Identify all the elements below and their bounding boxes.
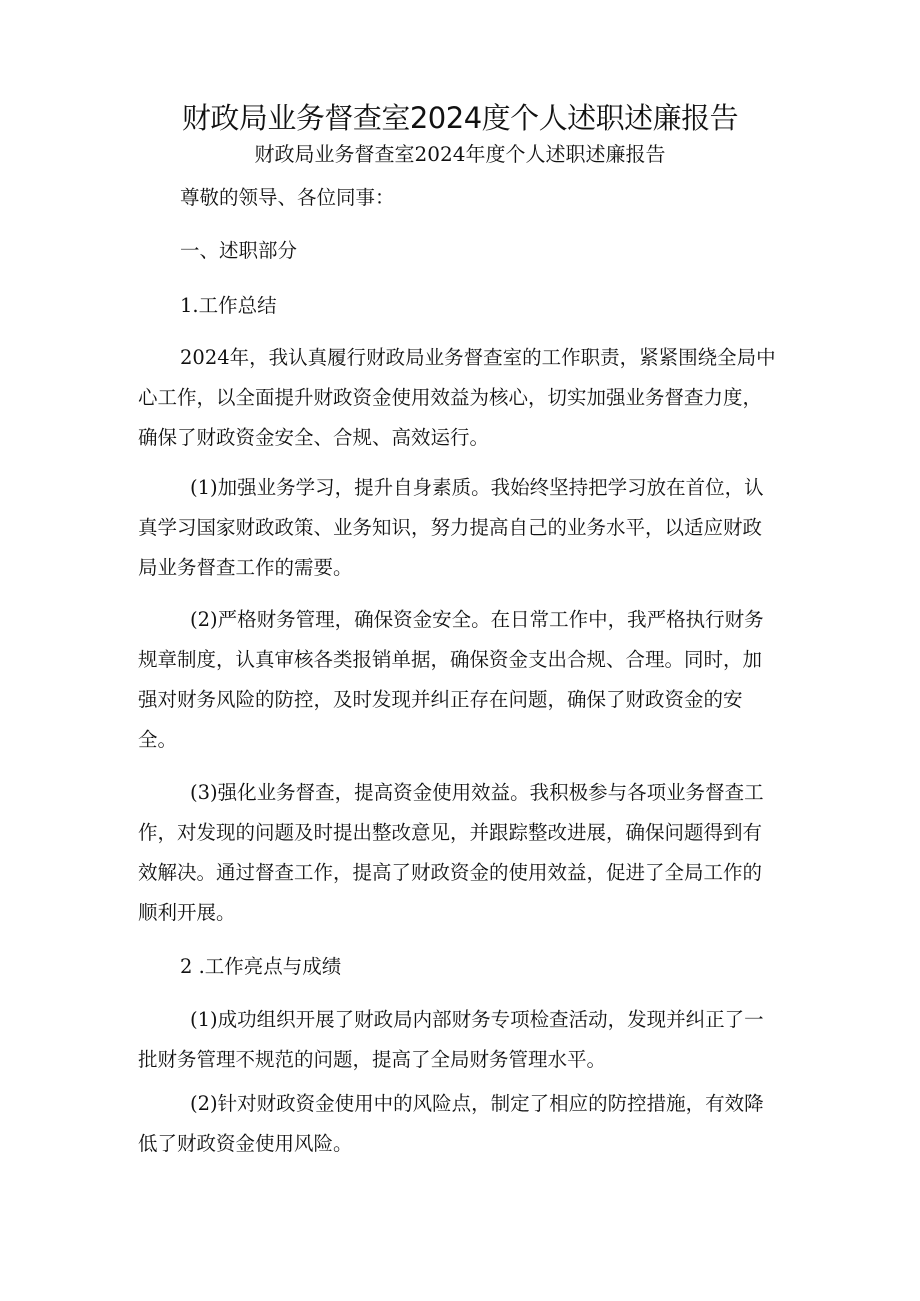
sub-heading-work-summary: 1.工作总结 <box>180 294 277 317</box>
paragraph-item-2: (2)严格财务管理，确保资金安全。在日常工作中，我严格执行财务规章制度，认真审核各类报销单据，确保资金支出合规、合理。同时，加强对财务风险的防控，及时发现并纠正存在问题，确保了财政资金的安全。 <box>138 608 764 751</box>
paragraph-highlight-1: (1)成功组织开展了财政局内部财务专项检查活动，发现并纠正了一批财务管理不规范的问题，提高了全局财务管理水平。 <box>138 1008 764 1071</box>
sub-heading-highlights: 2 .工作亮点与成绩 <box>180 955 342 978</box>
document-subtitle: 财政局业务督查室2024年度个人述职述廉报告 <box>254 142 666 166</box>
document-title: 财政局业务督查室2024度个人述职述廉报告 <box>181 101 739 135</box>
salutation: 尊敬的领导、各位同事： <box>180 186 395 209</box>
paragraph-item-3: (3)强化业务督查，提高资金使用效益。我积极参与各项业务督查工作，对发现的问题及时提出整改意见，并跟踪整改进展，确保问题得到有效解决。通过督查工作，提高了财政资金的使用效益，促进了全局工作的顺利开展。 <box>138 781 764 924</box>
paragraph-summary: 2024年，我认真履行财政局业务督查室的工作职责，紧紧围绕全局中心工作，以全面提升财政资金使用效益为核心，切实加强业务督查力度，确保了财政资金安全、合规、高效运行。 <box>138 346 776 449</box>
paragraph-highlight-2: (2)针对财政资金使用中的风险点，制定了相应的防控措施，有效降低了财政资金使用风险。 <box>138 1092 764 1155</box>
paragraph-item-1: (1)加强业务学习，提升自身素质。我始终坚持把学习放在首位，认真学习国家财政政策、业务知识，努力提高自己的业务水平，以适应财政局业务督查工作的需要。 <box>138 476 764 579</box>
section-heading-1: 一、述职部分 <box>180 239 298 262</box>
